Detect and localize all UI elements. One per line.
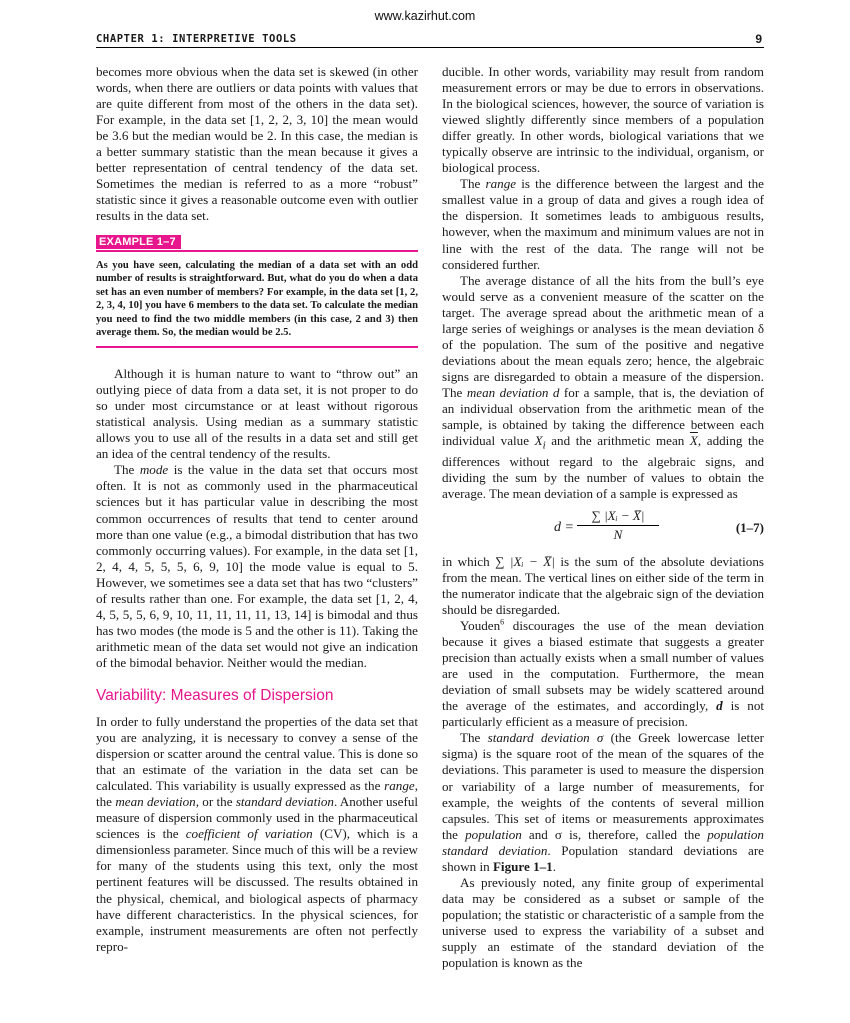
- example-top-rule: [96, 250, 418, 252]
- paragraph: The average distance of all the hits from the bull’s eye would serve as a convenient measure of the scatter on the target. The average spread about the arithmetic mean of a large series of weighings or analyses is the mean deviation δ of the population. The sum of the positive and negative deviations about the mean equals zero; hence, the algebraic signs are disregarded to obtain a measure of the dispersion. The mean deviation d for a sample, that is, the deviation of an individual observation from the arithmetic mean of the sample, is obtained by taking the difference between each individual value $X_i$ and the arithmetic mean $\overline{X}$, adding the differences without regard to the algebraic signs, and dividing the sum by the number of values to obtain the average. The mean deviation of a sample is expressed as: [442, 272, 764, 501]
- right-column: [442, 64, 764, 971]
- equation-lhs: d =: [554, 519, 574, 535]
- reference-superscript: 6: [500, 617, 505, 627]
- equation-number: (1–7): [735, 519, 764, 535]
- paragraph: The range is the difference between the largest and the smallest value in a group of data and gives a rough idea of the dispersion. It sometimes leads to ambiguous results, however, when the maximum and minimum values are not in line with the rest of the data. The range will not be considered further.: [442, 176, 764, 272]
- equation-1-7: [442, 508, 764, 548]
- paragraph: in which ∑ |Xᵢ − X̅| is the sum of the absolute deviations from the mean. The vertical lines on either side of the term in the numerator indicate that the algebraic sign of the deviation should be disregarded.: [442, 553, 764, 618]
- term-mean-deviation: mean deviation d: [466, 384, 560, 400]
- page-number: 9: [755, 32, 762, 46]
- term-standard-deviation: standard deviation: [235, 794, 334, 810]
- paragraph: ducible. In other words, variability may result from random measurement errors or may be due to errors in observations. In the biological sciences, however, the source of variation is viewed slightly differently since members of a population differ greatly. In other words, biological variations that we typically observe are intrinsic to the individual, organism, or biological process.: [442, 64, 764, 176]
- term-mode: mode: [139, 462, 169, 478]
- paragraph: becomes more obvious when the data set is skewed (in other words, when there are outliers or data points with values that are quite different from most of the others in the data set). For example, in the data set [1, 2, 2, 3, 10] the mean would be 3.6 but the median would be 2. In this case, the median is a better summary statistic than the mean because it gives a better representation of central tendency of the data set. Sometimes the median is referred to as a more “robust” statistic since it gives a reasonable outcome even with outlier results in the data set.: [96, 64, 418, 224]
- paragraph: In order to fully understand the properties of the data set that you are analyzing, it is necessary to convey a sense of the dispersion or scatter around the central value. This is done so that an estimate of the variation in the data set can be calculated. This variability is usually expressed as the range, the mean deviation, or the standard deviation. Another useful measure of dispersion commonly used in the pharmaceutical sciences is the coefficient of variation (CV), which is a dimensionless parameter. Since much of this will be a review for many of the students using this text, only the most pertinent features will be discussed. The results obtained in the physical, chemical, and biological aspects of pharmacy have different characteristics. In the physical sciences, for example, instrument measurements are often not perfectly repro-: [96, 714, 419, 954]
- paragraph: Although it is human nature to want to “throw out” an outlying piece of data from a data set, it is not proper to do so under most circumstance or at least without rigorous statistical analysis. Using median as a summary statistic allows you to use all of the results in a data set and still get an idea of the central tendency of the results.: [96, 366, 418, 462]
- term-mean-deviation: mean deviation: [115, 794, 196, 810]
- term-cv: coefficient of variation: [185, 826, 313, 842]
- section-heading: Variability: Measures of Dispersion: [96, 686, 334, 704]
- figure-reference: Figure 1–1: [492, 858, 553, 874]
- left-column: [96, 64, 418, 955]
- paragraph: The mode is the value in the data set that occurs most often. It is not as commonly used in the pharmaceutical sciences but it has particular value in describing the most common occurrences of results that tend to center around more than one value (e.g., a bimodal distribution that has two commonly occurring values). For example, in the data set [1, 2, 4, 4, 5, 5, 5, 6, 9, 10] the mode value is equal to 5. However, we sometimes see a data set that has two “clusters” of results rather than one. For example, the data set [1, 2, 4, 4, 5, 5, 5, 6, 9, 10, 11, 11, 11, 11, 13, 14] is bimodal and thus has two modes (the mode is 5 and the other is 11). Taking the arithmetic mean of the data set would not give an indication of the bimodal behavior. Neither would the median.: [96, 462, 418, 670]
- term-range: range: [384, 778, 415, 794]
- paragraph: The standard deviation σ (the Greek lowercase letter sigma) is the square root of the mean of the squares of the deviations. This parameter is used to measure the dispersion or variability of a large number of measurements, for example, the weights of the contents of several million capsules. This set of items or measurements approximates the population and σ is, therefore, called the population standard deviation. Population standard deviations are shown in Figure 1–1.: [442, 730, 765, 874]
- example-bottom-rule: [96, 346, 418, 348]
- equation-numerator: ∑ |Xᵢ − X̅|: [577, 508, 659, 526]
- term-range: range: [485, 176, 517, 192]
- inline-sum-expression: ∑ |Xᵢ − X̅|: [495, 553, 555, 569]
- paragraph: As previously noted, any finite group of experimental data may be considered as a subset or sample of the population; the statistic or characteristic of a sample from the universe used to express the variability of a subset and supply an estimate of the standard deviation of the population is known as the: [442, 874, 764, 971]
- equation-denominator: N: [613, 526, 623, 542]
- equation-fraction: [577, 508, 659, 543]
- term-standard-deviation: standard deviation σ: [487, 730, 604, 746]
- example-label: EXAMPLE 1–7: [96, 235, 181, 249]
- paragraph: Youden$^6$ discourages the use of the mean deviation because it gives a biased estimate that suggests a greater precision than actually exists when a small number of values are used in the computation. Furthermore, the mean deviation of small subsets may be widely scattered around the average of the estimates, and accordingly, d is not particularly efficient as a measure of precision.: [442, 617, 764, 730]
- site-url: www.kazirhut.com: [374, 9, 476, 23]
- chapter-label: CHAPTER 1: INTERPRETIVE TOOLS: [96, 33, 297, 45]
- example-box: [96, 233, 418, 348]
- running-header: [96, 33, 764, 48]
- example-text: As you have seen, calculating the median of a data set with an odd number of results is straightforward. But, what do you do when a data set has an even number of members? For example, in the data set [1, 2, 2, 3, 4, 10] you have 6 members to the data set. To calculate the median you need to find the two middle members (in this case, 2 and 3) then average them. So, the median would be 2.5.: [96, 259, 418, 339]
